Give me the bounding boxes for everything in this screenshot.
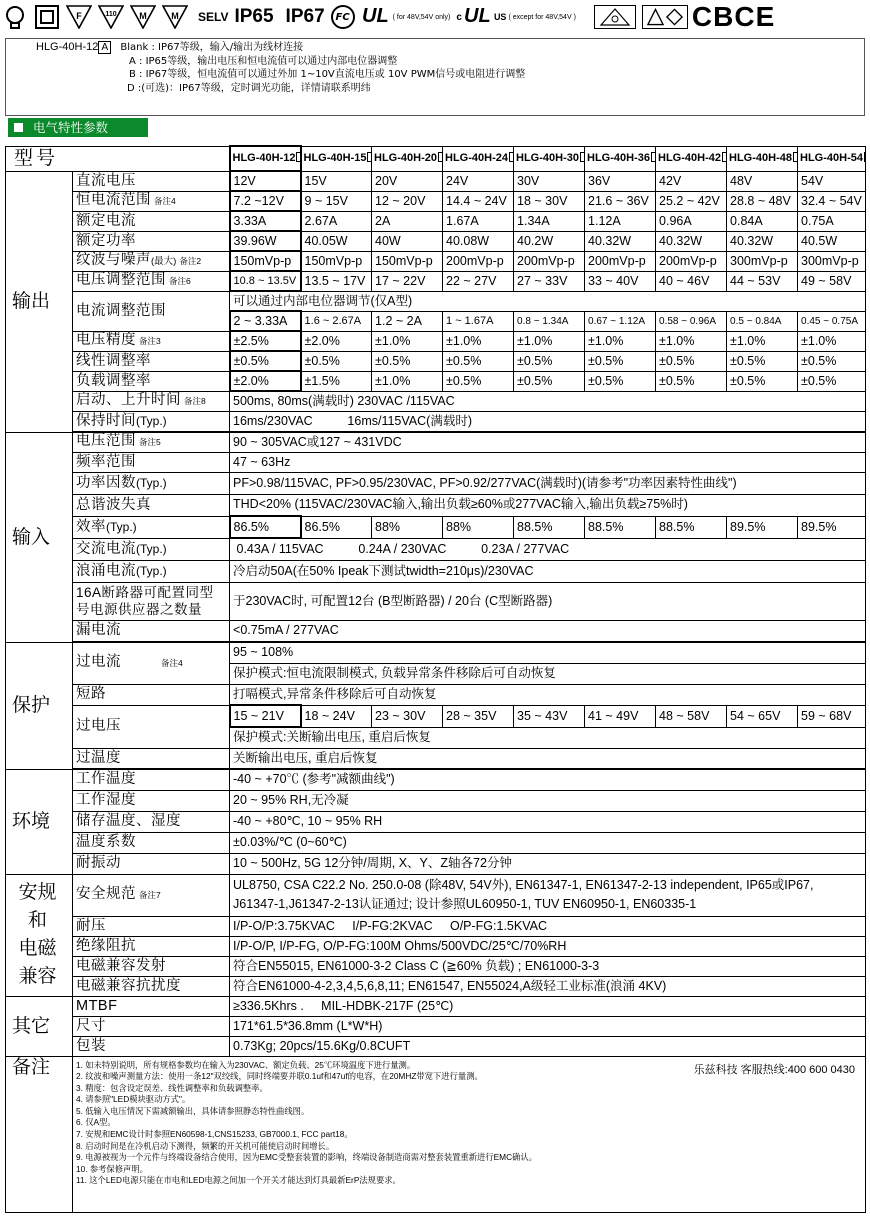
safety-standards-row [6, 874, 866, 916]
legend-line: D :(可选)：IP67等级，定时调光功能，详情请联系明纬 [127, 82, 371, 94]
row-label: 线性调整率 [73, 351, 230, 371]
value-cell: 符合EN55015, EN61000-3-2 Class C (≧60% 负载) ; EN61000-3-3 [230, 956, 866, 976]
breaker-row [6, 582, 866, 620]
notes-row [6, 1056, 866, 1212]
value-cell: 3.33A [230, 211, 301, 231]
category-environment: 环境 [6, 769, 73, 874]
pf-row [6, 472, 866, 494]
value-cell: 30V [514, 171, 585, 191]
value-cell: 0.75A [798, 211, 866, 231]
row-label: 尺寸 [73, 1016, 230, 1036]
value-cell: ±0.5% [372, 351, 443, 371]
model-label: 型号 [6, 146, 230, 171]
rated-current-row [6, 211, 866, 231]
spec-table [5, 145, 866, 1213]
temp-coeff-row [6, 832, 866, 853]
row-label: 保持时间(Typ.) [73, 411, 230, 431]
value-cell: 12 ~ 20V [372, 191, 443, 211]
packing-row [6, 1036, 866, 1056]
freq-row [6, 452, 866, 472]
rated-power-row [6, 231, 866, 251]
row-label: 耐压 [73, 916, 230, 936]
mm-mark-icon: M [162, 5, 188, 29]
setup-row [6, 391, 866, 411]
value-cell: 300mVp-p [798, 251, 866, 271]
value-cell: 0.96A [656, 211, 727, 231]
value-cell: 24V [443, 171, 514, 191]
value-cell: ±0.5% [585, 371, 656, 391]
ip65-mark: IP65 [234, 6, 274, 27]
model-header: HLG-40H-36 [585, 146, 656, 171]
model-header: HLG-40H-54 [798, 146, 866, 171]
value-cell: 23 ~ 30V [372, 705, 443, 727]
ul-note: ( for 48V,54V only) [392, 13, 451, 21]
row-label: 电磁兼容抗扰度 [73, 976, 230, 996]
note-line: 8. 启动时间是在冷机启动下测得，频繁的开关机可能使启动时间增长。 [76, 1140, 335, 1151]
row-label: 频率范围 [73, 452, 230, 472]
dc-voltage-row [6, 171, 866, 191]
row-label: 负载调整率 [73, 371, 230, 391]
value-cell: ±0.5% [443, 371, 514, 391]
value-cell: ±1.0% [372, 331, 443, 351]
value-cell: 25.2 ~ 42V [656, 191, 727, 211]
value-cell: ±0.5% [727, 371, 798, 391]
row-label: 耐振动 [73, 853, 230, 874]
value-cell: 0.8 ~ 1.34A [514, 311, 585, 331]
value-cell: 200mVp-p [443, 251, 514, 271]
value-cell: ±1.0% [372, 371, 443, 391]
row-label: 过温度 [73, 748, 230, 768]
leakage-row [6, 620, 866, 641]
value-cell: ±0.5% [514, 351, 585, 371]
note-line: 4. 请参照"LED模块驱动方式"。 [76, 1094, 191, 1105]
model-header: HLG-40H-42 [656, 146, 727, 171]
value-cell: 打嗝模式,异常条件移除后可自动恢复 [230, 684, 866, 705]
value-cell: 1.12A [585, 211, 656, 231]
value-cell: 200mVp-p [514, 251, 585, 271]
note-line: 10. 参考保修声明。 [76, 1163, 148, 1174]
value-cell: ±2.0% [230, 371, 301, 391]
thd-row [6, 494, 866, 516]
cul-mark-icon [463, 4, 493, 31]
current-adj-desc-row [6, 291, 866, 311]
value-cell: UL8750, CSA C22.2 No. 250.0-08 (除48V, 54V外), EN61347-1, EN61347-2-13 independent, IP65或IP67, J61347-1,J61347-2-13认证通过; 设计参照UL60950-1, TUV EN60950-1, EN60335-1 [230, 874, 866, 916]
value-cell: 86.5% [230, 516, 301, 538]
service-hotline: 乐兹科技 客服热线:400 600 0430 [693, 1063, 856, 1076]
model-header: HLG-40H-12 [230, 146, 301, 171]
value-cell: ±0.5% [656, 371, 727, 391]
model-header: HLG-40H-20 [372, 146, 443, 171]
value-cell: ±2.5% [230, 331, 301, 351]
value-cell: 42V [656, 171, 727, 191]
value-cell: 40.05W [301, 231, 372, 251]
value-cell: 10 ~ 500Hz, 5G 12分钟/周期, X、Y、Z轴各72分钟 [230, 853, 866, 874]
value-cell: 28 ~ 35V [443, 705, 514, 727]
value-cell: 0.73Kg; 20pcs/15.6Kg/0.8CUFT [230, 1036, 866, 1056]
row-label: 额定功率 [73, 231, 230, 251]
cul-us: US [493, 12, 507, 22]
row-label: 安全规范 备注7 [73, 874, 230, 916]
value-cell: ±0.03%/℃ (0~60℃) [230, 832, 866, 853]
value-cell: ±0.5% [798, 371, 866, 391]
voltage-tol-row [6, 331, 866, 351]
value-cell: ±2.0% [301, 331, 372, 351]
value-cell: I/P-O/P, I/P-FG, O/P-FG:100M Ohms/500VDC/25℃/70%RH [230, 936, 866, 956]
value-cell: ±1.0% [798, 331, 866, 351]
emc-emission-row [6, 956, 866, 976]
row-label: 直流电压 [73, 171, 230, 191]
value-cell: 17 ~ 22V [372, 271, 443, 291]
value-cell: 1.34A [514, 211, 585, 231]
value-cell: 95 ~ 108% [230, 642, 866, 663]
value-cell: 1.2 ~ 2A [372, 311, 443, 331]
section-title: 电气特性参数 [8, 118, 148, 137]
value-cell: 0.58 ~ 0.96A [656, 311, 727, 331]
model-header: HLG-40H-48 [727, 146, 798, 171]
notes-cell [73, 1056, 866, 1212]
row-label: MTBF [73, 996, 230, 1016]
efficiency-row [6, 516, 866, 538]
value-cell: ±0.5% [727, 351, 798, 371]
note-line: 6. 仅A型。 [76, 1117, 116, 1128]
value-cell: 88.5% [656, 516, 727, 538]
value-cell: 2 ~ 3.33A [230, 311, 301, 331]
value-cell: 40.32W [727, 231, 798, 251]
value-cell: ±1.5% [301, 371, 372, 391]
legend-blank: Blank : IP67等级，输入/输出为线材连接 [120, 42, 304, 53]
note-line: 2. 纹波和噪声测量方法：使用一条12"双绞线，同时终端要并联0.1uf和47uf的电容，在20MHZ带宽下进行量测。 [76, 1071, 483, 1082]
value-cell: 32.4 ~ 54V [798, 191, 866, 211]
value-cell: 9 ~ 15V [301, 191, 372, 211]
row-label: 16A断路器可配置同型号电源供应器之数量 [73, 582, 230, 620]
value-cell: ±0.5% [443, 351, 514, 371]
row-label: 功率因数(Typ.) [73, 472, 230, 494]
value-cell: 150mVp-p [372, 251, 443, 271]
svg-text:UL: UL [463, 4, 491, 26]
cc-range-row [6, 191, 866, 211]
value-cell: 7.2 ~12V [230, 191, 301, 211]
model-row [6, 146, 866, 171]
row-label: 包装 [73, 1036, 230, 1056]
value-cell: 36V [585, 171, 656, 191]
value-cell: 54 ~ 65V [727, 705, 798, 727]
isolation-row [6, 936, 866, 956]
value-cell: 33 ~ 40V [585, 271, 656, 291]
ripple-row [6, 251, 866, 271]
value-cell: 1 ~ 1.67A [443, 311, 514, 331]
value-cell: 39.96W [230, 231, 301, 251]
row-label: 电压调整范围 备注6 [73, 271, 230, 291]
value-cell: 88% [443, 516, 514, 538]
value-cell: ±1.0% [443, 331, 514, 351]
note-line: 5. 低输入电压情况下需减额输出，具体请参照静态特性曲线图。 [76, 1105, 310, 1116]
svg-text:UL: UL [361, 4, 389, 26]
model-suffix-legend [5, 38, 865, 116]
voltage-adj-row [6, 271, 866, 291]
value-cell: 16ms/230VAC 16ms/115VAC(满载时) [230, 411, 866, 431]
value-cell: PF>0.98/115VAC, PF>0.95/230VAC, PF>0.92/277VAC(满载时)(请参考"功率因素特性曲线") [230, 472, 866, 494]
value-cell: 40 ~ 46V [656, 271, 727, 291]
value-cell: I/P-O/P:3.75KVAC I/P-FG:2KVAC O/P-FG:1.5KVAC [230, 916, 866, 936]
category-safety: 安规 和 电磁 兼容 [6, 874, 73, 996]
selv-mark: SELV [198, 10, 229, 24]
model-header: HLG-40H-15 [301, 146, 372, 171]
legend-line: A : IP65等级，输出电压和恒电流值可以通过内部电位器调整 [129, 55, 398, 67]
working-humidity-row [6, 790, 866, 811]
row-label: 效率(Typ.) [73, 516, 230, 538]
vibration-row [6, 853, 866, 874]
value-cell: 15 ~ 21V [230, 705, 301, 727]
value-cell: 14.4 ~ 24V [443, 191, 514, 211]
value-cell: 20V [372, 171, 443, 191]
value-cell: 0.84A [727, 211, 798, 231]
value-cell: 28.8 ~ 48V [727, 191, 798, 211]
row-label: 额定电流 [73, 211, 230, 231]
value-cell: 2A [372, 211, 443, 231]
ac-current-row [6, 538, 866, 560]
value-cell: 41 ~ 49V [585, 705, 656, 727]
value-cell: -40 ~ +70℃ (参考"减额曲线") [230, 769, 866, 790]
lamp-symbol-icon [2, 4, 28, 30]
row-label: 电流调整范围 [73, 291, 230, 331]
value-cell: 86.5% [301, 516, 372, 538]
value-cell: 0.43A / 115VAC 0.24A / 230VAC 0.23A / 277VAC [230, 538, 866, 560]
m-mark-icon: M [130, 5, 156, 29]
emc-immunity-row [6, 976, 866, 996]
row-label: 绝缘阻抗 [73, 936, 230, 956]
row-label: 工作温度 [73, 769, 230, 790]
value-cell: 20 ~ 95% RH,无冷凝 [230, 790, 866, 811]
note-line: 11. 这个LED电源只能在市电和LED电源之间加一个开关才能达到灯具最新ErP法规要求。 [76, 1175, 401, 1186]
row-label: 漏电流 [73, 620, 230, 641]
row-label: 电压范围 备注5 [73, 432, 230, 452]
value-cell: 47 ~ 63Hz [230, 452, 866, 472]
inrush-row [6, 560, 866, 582]
value-cell: ±1.0% [514, 331, 585, 351]
value-cell: ≥336.5Khrs . MIL-HDBK-217F (25℃) [230, 996, 866, 1016]
legend-line [36, 41, 864, 55]
model-header: HLG-40H-24 [443, 146, 514, 171]
load-reg-row [6, 371, 866, 391]
dimension-row [6, 1016, 866, 1036]
ip67-mark: IP67 [285, 6, 325, 27]
ul-mark-icon [361, 4, 391, 31]
value-cell: 40.5W [798, 231, 866, 251]
row-label: 纹波与噪声(最大) 备注2 [73, 251, 230, 271]
row-label: 过电压 [73, 705, 230, 748]
value-cell: -40 ~ +80℃, 10 ~ 95% RH [230, 811, 866, 832]
value-cell: 保护模式:关断输出电压, 重启后恢复 [230, 727, 866, 748]
working-temp-row [6, 769, 866, 790]
value-cell: 89.5% [727, 516, 798, 538]
value-cell: 0.67 ~ 1.12A [585, 311, 656, 331]
over-temp-row [6, 748, 866, 768]
row-label: 工作湿度 [73, 790, 230, 811]
row-label: 总谐波失真 [73, 494, 230, 516]
value-cell: 40W [372, 231, 443, 251]
hold-row [6, 411, 866, 431]
value-cell: 171*61.5*36.8mm (L*W*H) [230, 1016, 866, 1036]
row-label: 启动、上升时间 备注8 [73, 391, 230, 411]
value-cell: 48 ~ 58V [656, 705, 727, 727]
value-cell: 300mVp-p [727, 251, 798, 271]
legend-line: B : IP67等级，恒电流值可以通过外加 1~10V直流电压或 10V PWM信号或电阻进行调整 [129, 69, 526, 80]
model-header: HLG-40H-30 [514, 146, 585, 171]
legend-model-suffix: A [98, 41, 111, 54]
row-label: 浪涌电流(Typ.) [73, 560, 230, 582]
cul-c: c [456, 11, 462, 23]
cb-ce-mark-icon: CBCE [691, 1, 776, 32]
row-label: 恒电流范围 备注4 [73, 191, 230, 211]
value-cell: <0.75mA / 277VAC [230, 620, 866, 641]
value-cell: 40.32W [656, 231, 727, 251]
value-cell: 1.6 ~ 2.67A [301, 311, 372, 331]
value-cell: 90 ~ 305VAC或127 ~ 431VDC [230, 432, 866, 452]
value-cell: ±1.0% [656, 331, 727, 351]
row-label: 短路 [73, 684, 230, 705]
value-cell: 10.8 ~ 13.5V [230, 271, 301, 291]
value-cell: 符合EN61000-4-2,3,4,5,6,8,11; EN61547, EN55024,A级轻工业标准(浪涌 4KV) [230, 976, 866, 996]
f-mark-icon: F [66, 5, 92, 29]
value-cell: 89.5% [798, 516, 866, 538]
line-reg-row [6, 351, 866, 371]
over-current-row [6, 642, 866, 663]
value-cell: 40.32W [585, 231, 656, 251]
value-cell: 1.67A [443, 211, 514, 231]
withstand-row [6, 916, 866, 936]
value-cell: ±0.5% [230, 351, 301, 371]
value-cell: 150mVp-p [301, 251, 372, 271]
value-cell: 88.5% [514, 516, 585, 538]
row-label: 交流电流(Typ.) [73, 538, 230, 560]
value-cell: 冷启动50A(在50% Ipeak下测试twidth=210μs)/230VAC [230, 560, 866, 582]
fcc-mark-icon: FC [331, 5, 355, 29]
value-cell: 54V [798, 171, 866, 191]
mtbf-row [6, 996, 866, 1016]
value-cell: THD<20% (115VAC/230VAC输入,输出负载≥60%或277VAC输入,输出负载≥75%时) [230, 494, 866, 516]
short-row [6, 684, 866, 705]
value-cell: 49 ~ 58V [798, 271, 866, 291]
row-label: 电磁兼容发射 [73, 956, 230, 976]
voltage-range-row [6, 432, 866, 452]
value-cell: ±1.0% [727, 331, 798, 351]
note-line: 3. 精度：包含设定误差、线性调整率和负载调整率。 [76, 1082, 268, 1093]
cul-note: ( except for 48V,54V ) [508, 13, 576, 21]
value-cell: 18 ~ 30V [514, 191, 585, 211]
value-cell: ±0.5% [798, 351, 866, 371]
value-cell: 40.08W [443, 231, 514, 251]
tuv-mark-icon [594, 5, 636, 29]
value-cell: ±0.5% [656, 351, 727, 371]
value-cell: ±1.0% [585, 331, 656, 351]
value-cell: 27 ~ 33V [514, 271, 585, 291]
value-cell: 59 ~ 68V [798, 705, 866, 727]
value-cell: 保护模式:恒电流限制模式, 负载异常条件移除后可自动恢复 [230, 663, 866, 684]
certification-bar [2, 2, 868, 32]
category-protection: 保护 [6, 642, 73, 769]
value-cell: 40.2W [514, 231, 585, 251]
category-others: 其它 [6, 996, 73, 1056]
class2-symbol-icon [34, 4, 60, 30]
value-cell: 35 ~ 43V [514, 705, 585, 727]
value-cell: 200mVp-p [656, 251, 727, 271]
square-bullet-icon [14, 123, 23, 132]
category-output: 输出 [6, 171, 73, 432]
value-cell: 13.5 ~ 17V [301, 271, 372, 291]
value-cell: 44 ~ 53V [727, 271, 798, 291]
pse-mark-icon [642, 5, 688, 29]
note-line: 7. 安规和EMC设计时参照EN60598-1,CNS15233, GB7000.1, FCC part18。 [76, 1129, 353, 1140]
value-cell: 0.45 ~ 0.75A [798, 311, 866, 331]
value-cell: 可以通过内部电位器调节(仅A型) [230, 291, 866, 311]
row-label: 储存温度、湿度 [73, 811, 230, 832]
value-cell: 22 ~ 27V [443, 271, 514, 291]
value-cell: 88% [372, 516, 443, 538]
note-line: 9. 电源被视为一个元件与终端设备结合使用，因为EMC受整套装置的影响，终端设备制造商需对整套装置重新进行EMC确认。 [76, 1152, 537, 1163]
value-cell: 0.5 ~ 0.84A [727, 311, 798, 331]
ta110-mark-icon: 110 [98, 5, 124, 29]
row-label: 电压精度 备注3 [73, 331, 230, 351]
row-label: 过电流 备注4 [73, 642, 230, 684]
value-cell: 于230VAC时, 可配置12台 (B型断路器) / 20台 (C型断路器) [230, 582, 866, 620]
value-cell: 150mVp-p [230, 251, 301, 271]
row-label: 温度系数 [73, 832, 230, 853]
category-input: 输入 [6, 432, 73, 642]
value-cell: 48V [727, 171, 798, 191]
category-notes: 备注 [6, 1056, 73, 1212]
value-cell: 15V [301, 171, 372, 191]
value-cell: 500ms, 80ms(满载时) 230VAC /115VAC [230, 391, 866, 411]
value-cell: 12V [230, 171, 301, 191]
value-cell: 18 ~ 24V [301, 705, 372, 727]
over-voltage-row [6, 705, 866, 727]
legend-model: HLG-40H-12 [36, 41, 99, 53]
value-cell: 88.5% [585, 516, 656, 538]
value-cell: ±0.5% [514, 371, 585, 391]
value-cell: ±0.5% [585, 351, 656, 371]
value-cell: 21.6 ~ 36V [585, 191, 656, 211]
value-cell: 关断输出电压, 重启后恢复 [230, 748, 866, 768]
value-cell: 2.67A [301, 211, 372, 231]
note-line: 1. 如未特别说明，所有规格参数均在输入为230VAC、额定负载、25℃环境温度下进行量测。 [76, 1059, 416, 1070]
value-cell: 200mVp-p [585, 251, 656, 271]
storage-row [6, 811, 866, 832]
value-cell: ±0.5% [301, 351, 372, 371]
